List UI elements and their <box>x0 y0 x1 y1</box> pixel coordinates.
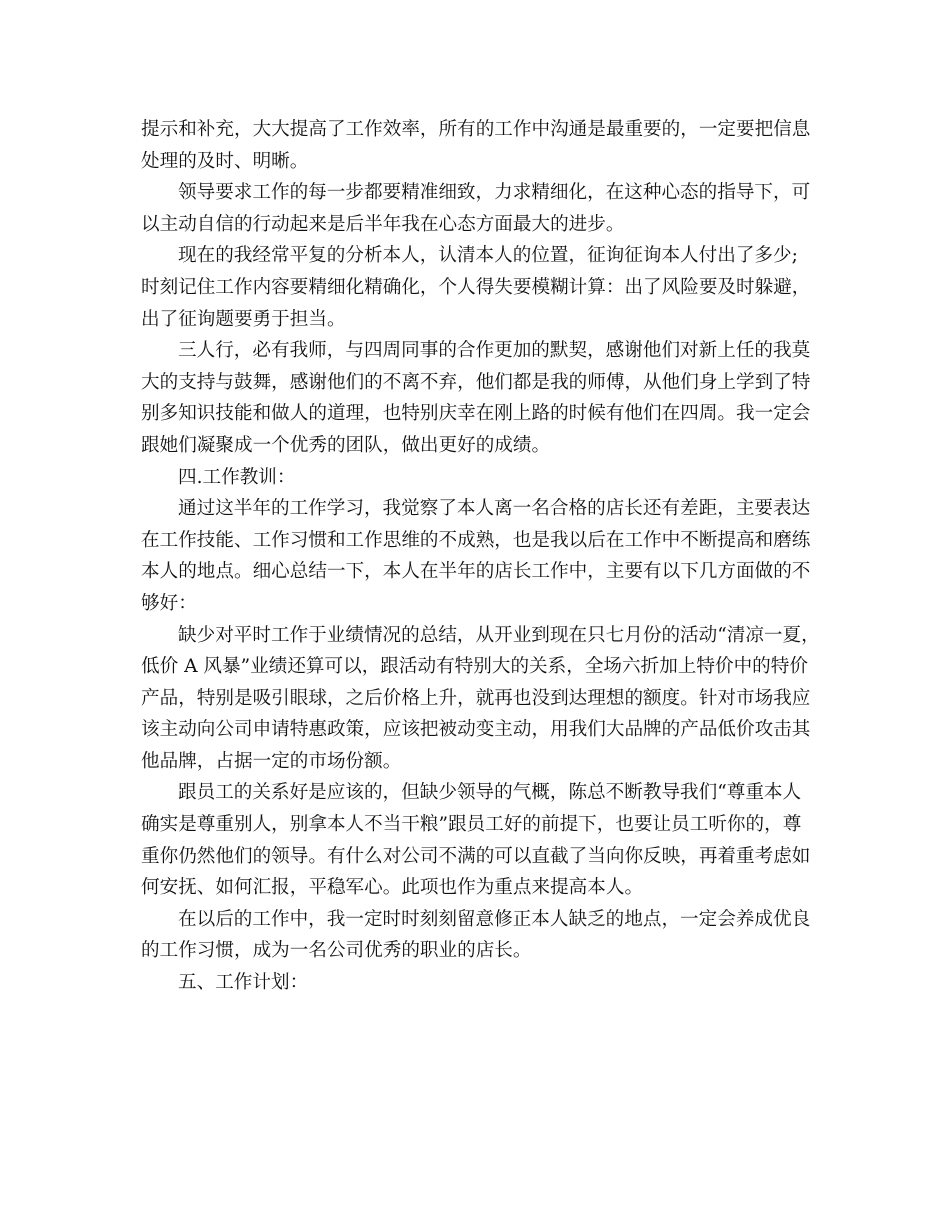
text-line: 确实是尊重别人，别拿本人不当干粮”跟员工好的前提下，也要让员工听你的，尊 <box>141 814 802 836</box>
text-line: 他品牌，占据一定的市场份额。 <box>141 750 402 772</box>
text-line: 产品，特别是吸引眼球，之后价格上升，就再也没到达理想的额度。针对市场我应 <box>141 687 811 709</box>
section-heading: 四.工作教训： <box>178 466 296 488</box>
text-line: 跟她们凝聚成一个优秀的团队，做出更好的成绩。 <box>141 434 551 456</box>
document-body <box>141 114 821 999</box>
text-line: 缺少对平时工作于业绩情况的总结，从开业到现在只七月份的活动“清凉一夏， <box>178 624 820 646</box>
text-line: 三人行，必有我师，与四周同事的合作更加的默契，感谢他们对新上任的我莫 <box>178 340 811 362</box>
text-line: 通过这半年的工作学习，我觉察了本人离一名合格的店长还有差距，主要表达 <box>178 498 811 520</box>
text-line: 时刻记住工作内容要精细化精确化，个人得失要模糊计算：出了风险要及时躲避， <box>141 276 811 298</box>
text-line: 的工作习惯，成为一名公司优秀的职业的店长。 <box>141 940 532 962</box>
text-line: 现在的我经常平复的分析本人，认清本人的位置，征询征询本人付出了多少; <box>178 245 798 267</box>
text-line: 重你仍然他们的领导。有什么对公司不满的可以直截了当向你反映，再着重考虑如 <box>141 845 811 867</box>
text-line: 在以后的工作中，我一定时时刻刻留意修正本人缺乏的地点，一定会养成优良 <box>178 908 811 930</box>
text-line: 该主动向公司申请特惠政策，应该把被动变主动，用我们大品牌的产品低价攻击其 <box>141 719 811 741</box>
text-line: 出了征询题要勇于担当。 <box>141 308 346 330</box>
text-line: 提示和补充，大大提高了工作效率，所有的工作中沟通是最重要的，一定要把信息 <box>141 119 811 140</box>
text-line: 别多知识技能和做人的道理，也特别庆幸在刚上路的时候有他们在四周。我一定会 <box>141 403 811 425</box>
section-heading: 五、工作计划： <box>178 972 309 994</box>
text-line: 以主动自信的行动起来是后半年我在心态方面最大的进步。 <box>141 213 625 235</box>
text-line: 何安抚、如何汇报，平稳军心。此项也作为重点来提高本人。 <box>141 877 644 899</box>
text-line: 领导要求工作的每一步都要精准细致，力求精细化，在这种心态的指导下，可 <box>178 182 811 204</box>
text-line: 在工作技能、工作习惯和工作思维的不成熟，也是我以后在工作中不断提高和磨练 <box>141 529 811 551</box>
text-line: 大的支持与鼓舞，感谢他们的不离不弃，他们都是我的师傅，从他们身上学到了特 <box>141 371 811 393</box>
text-line: 本人的地点。细心总结一下，本人在半年的店长工作中，主要有以下几方面做的不 <box>141 561 811 583</box>
text-line: 跟员工的关系好是应该的，但缺少领导的气概，陈总不断教导我们“尊重本人 <box>178 782 802 804</box>
text-line: 处理的及时、明晰。 <box>141 150 309 172</box>
text-line: 够好： <box>141 592 197 614</box>
text-line: 低价 A 风暴”业绩还算可以，跟活动有特别大的关系，全场六折加上特价中的特价 <box>141 656 808 678</box>
